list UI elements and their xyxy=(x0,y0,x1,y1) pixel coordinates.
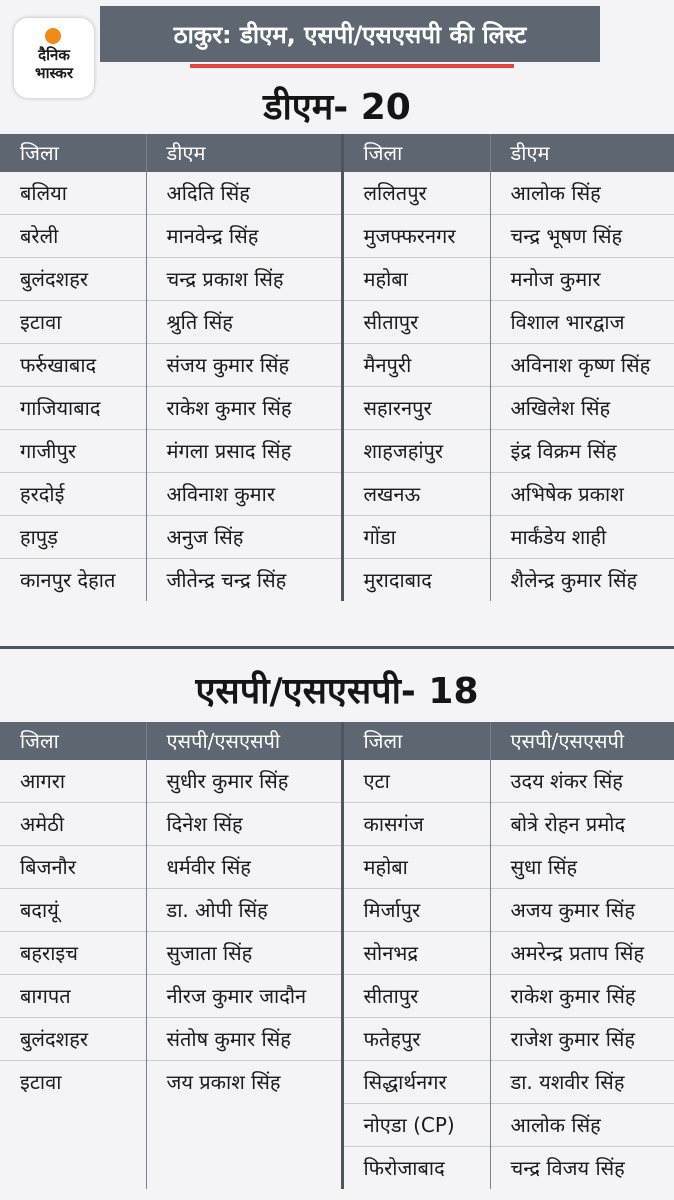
table-row xyxy=(0,1147,674,1190)
logo-text-line1: दैनिक xyxy=(38,46,70,64)
district-cell: बलिया xyxy=(20,181,67,205)
district-cell: एटा xyxy=(342,760,490,803)
district-cell: बहराइच xyxy=(0,932,146,975)
sp-name-cell: सुजाता सिंह xyxy=(146,932,342,975)
column-header-district: जिला xyxy=(342,134,490,172)
sp-name-cell: उदय शंकर सिंह xyxy=(490,760,674,803)
sp-name-cell: डा. यशवीर सिंह xyxy=(490,1061,674,1104)
sp-name-cell: राजेश कुमार सिंह xyxy=(490,1018,674,1061)
table-row xyxy=(0,932,674,975)
dm-name-cell: मनोज कुमार xyxy=(490,258,674,301)
sp-table xyxy=(0,722,674,1189)
dm-name-cell: जीतेन्द्र चन्द्र सिंह xyxy=(146,559,342,602)
sp-name-cell: धर्मवीर सिंह xyxy=(146,846,342,889)
district-cell: फतेहपुर xyxy=(342,1018,490,1061)
district-cell: बुलंदशहर xyxy=(0,258,146,301)
dm-name-cell: मार्कंडेय शाही xyxy=(490,516,674,559)
column-header-district: जिला xyxy=(20,729,59,753)
district-cell: कासगंज xyxy=(342,803,490,846)
sp-name-cell: दिनेश सिंह xyxy=(146,803,342,846)
district-cell: हरदोई xyxy=(0,473,146,516)
district-cell: बागपत xyxy=(0,975,146,1018)
table-row xyxy=(0,1061,674,1104)
dm-table xyxy=(0,134,674,601)
sp-name-cell: अमरेन्द्र प्रताप सिंह xyxy=(490,932,674,975)
sp-name-cell: राकेश कुमार सिंह xyxy=(490,975,674,1018)
district-cell: बिजनौर xyxy=(0,846,146,889)
district-cell: बदायूं xyxy=(0,889,146,932)
district-cell: गोंडा xyxy=(342,516,490,559)
district-cell: सीतापुर xyxy=(342,975,490,1018)
district-cell: लखनऊ xyxy=(342,473,490,516)
district-cell: अमेठी xyxy=(0,803,146,846)
table-row xyxy=(0,387,674,430)
table-row xyxy=(0,258,674,301)
district-cell: ललितपुर xyxy=(342,172,490,215)
section-divider xyxy=(0,646,674,649)
table-row xyxy=(0,344,674,387)
dm-name-cell: संजय कुमार सिंह xyxy=(146,344,342,387)
district-cell: नोएडा (CP) xyxy=(342,1104,490,1147)
sp-name-cell: नीरज कुमार जादौन xyxy=(146,975,342,1018)
dm-name-cell: श्रुति सिंह xyxy=(146,301,342,344)
dm-name-cell: मंगला प्रसाद सिंह xyxy=(146,430,342,473)
district-cell: शाहजहांपुर xyxy=(342,430,490,473)
empty-cell xyxy=(0,1104,146,1147)
sp-name-cell: बोत्रे रोहन प्रमोद xyxy=(490,803,674,846)
dm-name-cell: राकेश कुमार सिंह xyxy=(146,387,342,430)
sp-table-header xyxy=(0,722,674,760)
column-header-sp: एसपी/एसएसपी xyxy=(490,722,674,760)
column-header-sp: एसपी/एसएसपी xyxy=(146,722,342,760)
table-row xyxy=(0,803,674,846)
district-cell: फिरोजाबाद xyxy=(342,1147,490,1190)
table-row xyxy=(0,559,674,602)
district-cell: मुजफ्फरनगर xyxy=(342,215,490,258)
sp-name-cell: सुधा सिंह xyxy=(490,846,674,889)
table-row xyxy=(0,430,674,473)
district-cell: मुरादाबाद xyxy=(342,559,490,602)
table-row xyxy=(0,172,674,215)
district-cell: कानपुर देहात xyxy=(0,559,146,602)
district-cell: सीतापुर xyxy=(342,301,490,344)
dm-name-cell: अभिषेक प्रकाश xyxy=(490,473,674,516)
table-row xyxy=(0,516,674,559)
sp-name-cell: जय प्रकाश सिंह xyxy=(146,1061,342,1104)
column-header-district: जिला xyxy=(20,141,59,165)
empty-cell xyxy=(0,1147,146,1190)
district-cell: मैनपुरी xyxy=(342,344,490,387)
empty-cell xyxy=(146,1104,342,1147)
table-row xyxy=(0,889,674,932)
district-cell: मिर्जापुर xyxy=(342,889,490,932)
table-row xyxy=(0,760,674,803)
column-header-district: जिला xyxy=(342,722,490,760)
dm-section-title: डीएम- 20 xyxy=(263,87,411,128)
table-row xyxy=(0,975,674,1018)
district-cell: बुलंदशहर xyxy=(0,1018,146,1061)
district-cell: सोनभद्र xyxy=(342,932,490,975)
dm-name-cell: आलोक सिंह xyxy=(490,172,674,215)
district-cell: हापुड़ xyxy=(0,516,146,559)
sp-name-cell: संतोष कुमार सिंह xyxy=(146,1018,342,1061)
sun-icon xyxy=(45,28,61,44)
dm-name-cell: चन्द्र प्रकाश सिंह xyxy=(146,258,342,301)
sp-name-cell: चन्द्र विजय सिंह xyxy=(490,1147,674,1190)
column-header-dm: डीएम xyxy=(146,134,342,172)
sp-name-cell: डा. ओपी सिंह xyxy=(146,889,342,932)
table-row xyxy=(0,846,674,889)
sp-name-cell: अजय कुमार सिंह xyxy=(490,889,674,932)
page-title: ठाकुर: डीएम, एसपी/एसएसपी की लिस्ट xyxy=(100,6,600,62)
dm-name-cell: मानवेन्द्र सिंह xyxy=(146,215,342,258)
dm-name-cell: अखिलेश सिंह xyxy=(490,387,674,430)
sp-section-title: एसपी/एसएसपी- 18 xyxy=(195,671,479,712)
dm-name-cell: शैलेन्द्र कुमार सिंह xyxy=(490,559,674,602)
table-row xyxy=(0,301,674,344)
title-underline xyxy=(190,64,514,68)
sp-name-cell: सुधीर कुमार सिंह xyxy=(146,760,342,803)
district-cell: गाजियाबाद xyxy=(0,387,146,430)
dm-name-cell: अदिति सिंह xyxy=(146,172,342,215)
table-row xyxy=(0,1018,674,1061)
dm-name-cell: विशाल भारद्वाज xyxy=(490,301,674,344)
dm-name-cell: अनुज सिंह xyxy=(146,516,342,559)
dm-name-cell: इंद्र विक्रम सिंह xyxy=(490,430,674,473)
dm-name-cell: चन्द्र भूषण सिंह xyxy=(490,215,674,258)
column-header-dm: डीएम xyxy=(490,134,674,172)
table-row xyxy=(0,1104,674,1147)
table-row xyxy=(0,215,674,258)
district-cell: गाजीपुर xyxy=(0,430,146,473)
district-cell: बरेली xyxy=(0,215,146,258)
table-row xyxy=(0,473,674,516)
district-cell: सहारनपुर xyxy=(342,387,490,430)
district-cell: फर्रुखाबाद xyxy=(0,344,146,387)
dm-name-cell: अविनाश कृष्ण सिंह xyxy=(490,344,674,387)
district-cell: सिद्धार्थनगर xyxy=(342,1061,490,1104)
district-cell: महोबा xyxy=(342,846,490,889)
dm-name-cell: अविनाश कुमार xyxy=(146,473,342,516)
sp-name-cell: आलोक सिंह xyxy=(490,1104,674,1147)
district-cell: आगरा xyxy=(20,769,66,793)
empty-cell xyxy=(146,1147,342,1190)
dm-table-header xyxy=(0,134,674,172)
logo-text-line2: भास्कर xyxy=(35,64,73,82)
district-cell: महोबा xyxy=(342,258,490,301)
district-cell: इटावा xyxy=(0,301,146,344)
district-cell: इटावा xyxy=(0,1061,146,1104)
